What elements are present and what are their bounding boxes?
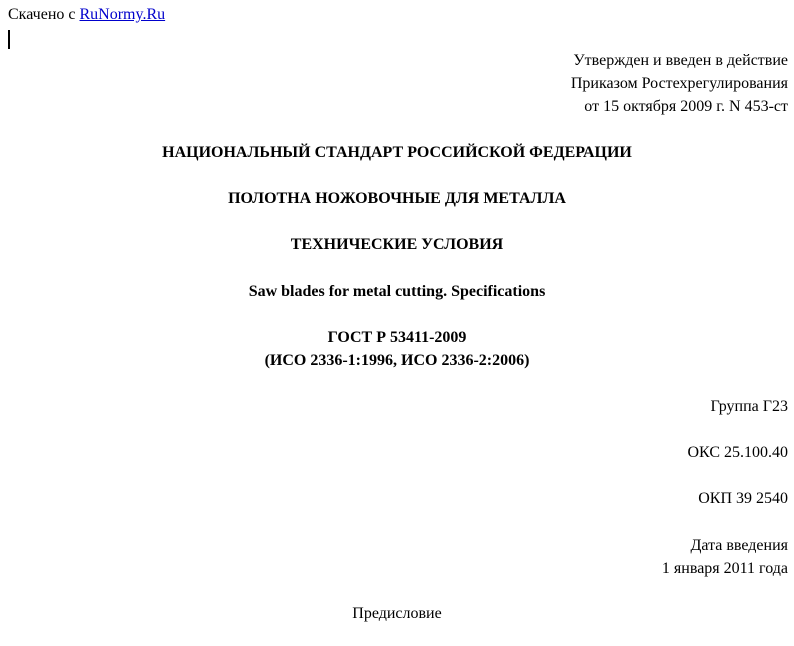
approval-line-1: Утвержден и введен в действие [573, 52, 788, 69]
gost-number: ГОСТ Р 53411-2009 [327, 329, 467, 346]
standard-type-heading: НАЦИОНАЛЬНЫЙ СТАНДАРТ РОССИЙСКОЙ ФЕДЕРАЦИИ [162, 144, 632, 161]
group-code: Группа Г23 [710, 398, 788, 415]
oks-code: ОКС 25.100.40 [687, 444, 788, 461]
approval-line-2: Приказом Ростехрегулирования [570, 75, 788, 92]
source-link[interactable]: RuNormy.Ru [79, 6, 166, 23]
english-title: Saw blades for metal cutting. Specifications [248, 283, 546, 300]
okp-code: ОКП 39 2540 [698, 490, 788, 507]
foreword-heading: Предисловие [352, 605, 442, 622]
document-subtitle: ТЕХНИЧЕСКИЕ УСЛОВИЯ [290, 236, 504, 253]
text-cursor [8, 30, 10, 49]
approval-line-3: от 15 октября 2009 г. N 453-ст [584, 98, 788, 115]
iso-references: (ИСО 2336-1:1996, ИСО 2336-2:2006) [264, 352, 530, 369]
document-title: ПОЛОТНА НОЖОВОЧНЫЕ ДЛЯ МЕТАЛЛА [228, 190, 566, 207]
source-line [8, 6, 165, 24]
source-prefix: Скачено с [8, 6, 80, 23]
intro-date-label: Дата введения [690, 537, 788, 554]
intro-date-value: 1 января 2011 года [661, 560, 788, 577]
